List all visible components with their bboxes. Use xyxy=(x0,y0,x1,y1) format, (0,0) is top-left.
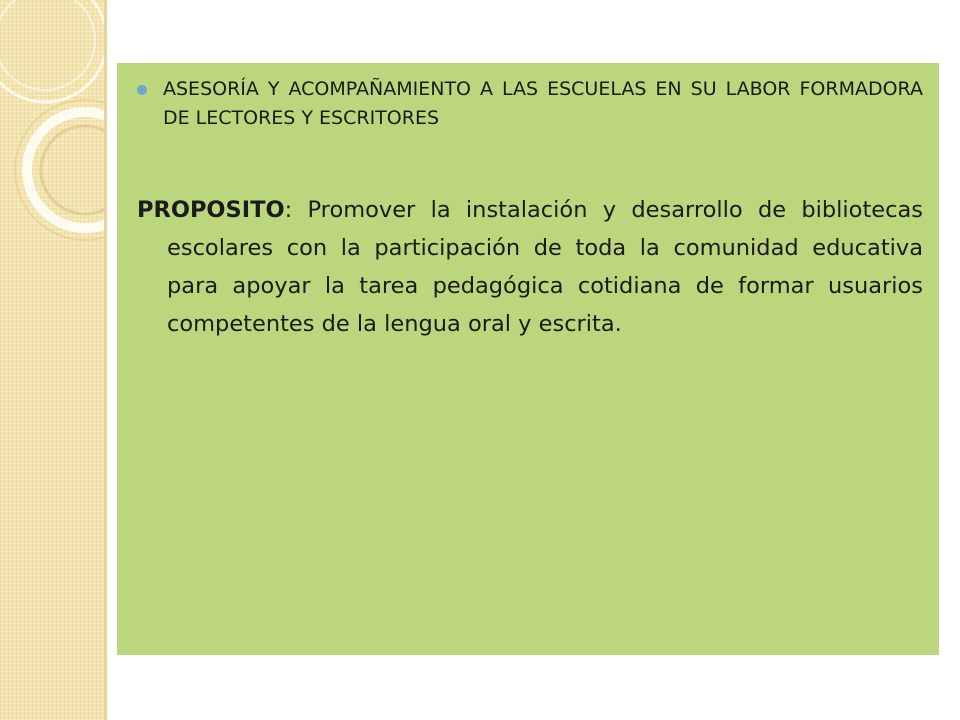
purpose-separator: : xyxy=(284,197,293,223)
bullet-heading: ASESORÍA Y ACOMPAÑAMIENTO A LAS ESCUELAS EN SU LABOR FORMADORA DE LECTORES Y ESCRITORES xyxy=(163,78,923,129)
bullet-item xyxy=(137,75,923,133)
side-decorative-band xyxy=(0,0,104,720)
content-panel xyxy=(117,63,939,655)
purpose-text: Promover la instalación y desarrollo de bibliotecas escolares con la participación de toda la comunidad educativa para apoyar la tarea pedagógica cotidiana de formar usuarios competentes de la lengua oral y escrita. xyxy=(167,197,923,337)
side-band-edge xyxy=(104,0,107,720)
rings-decoration-icon xyxy=(0,0,104,260)
purpose-paragraph xyxy=(137,191,923,343)
round-bullet-icon xyxy=(137,85,147,95)
purpose-label: PROPOSITO xyxy=(137,197,285,223)
